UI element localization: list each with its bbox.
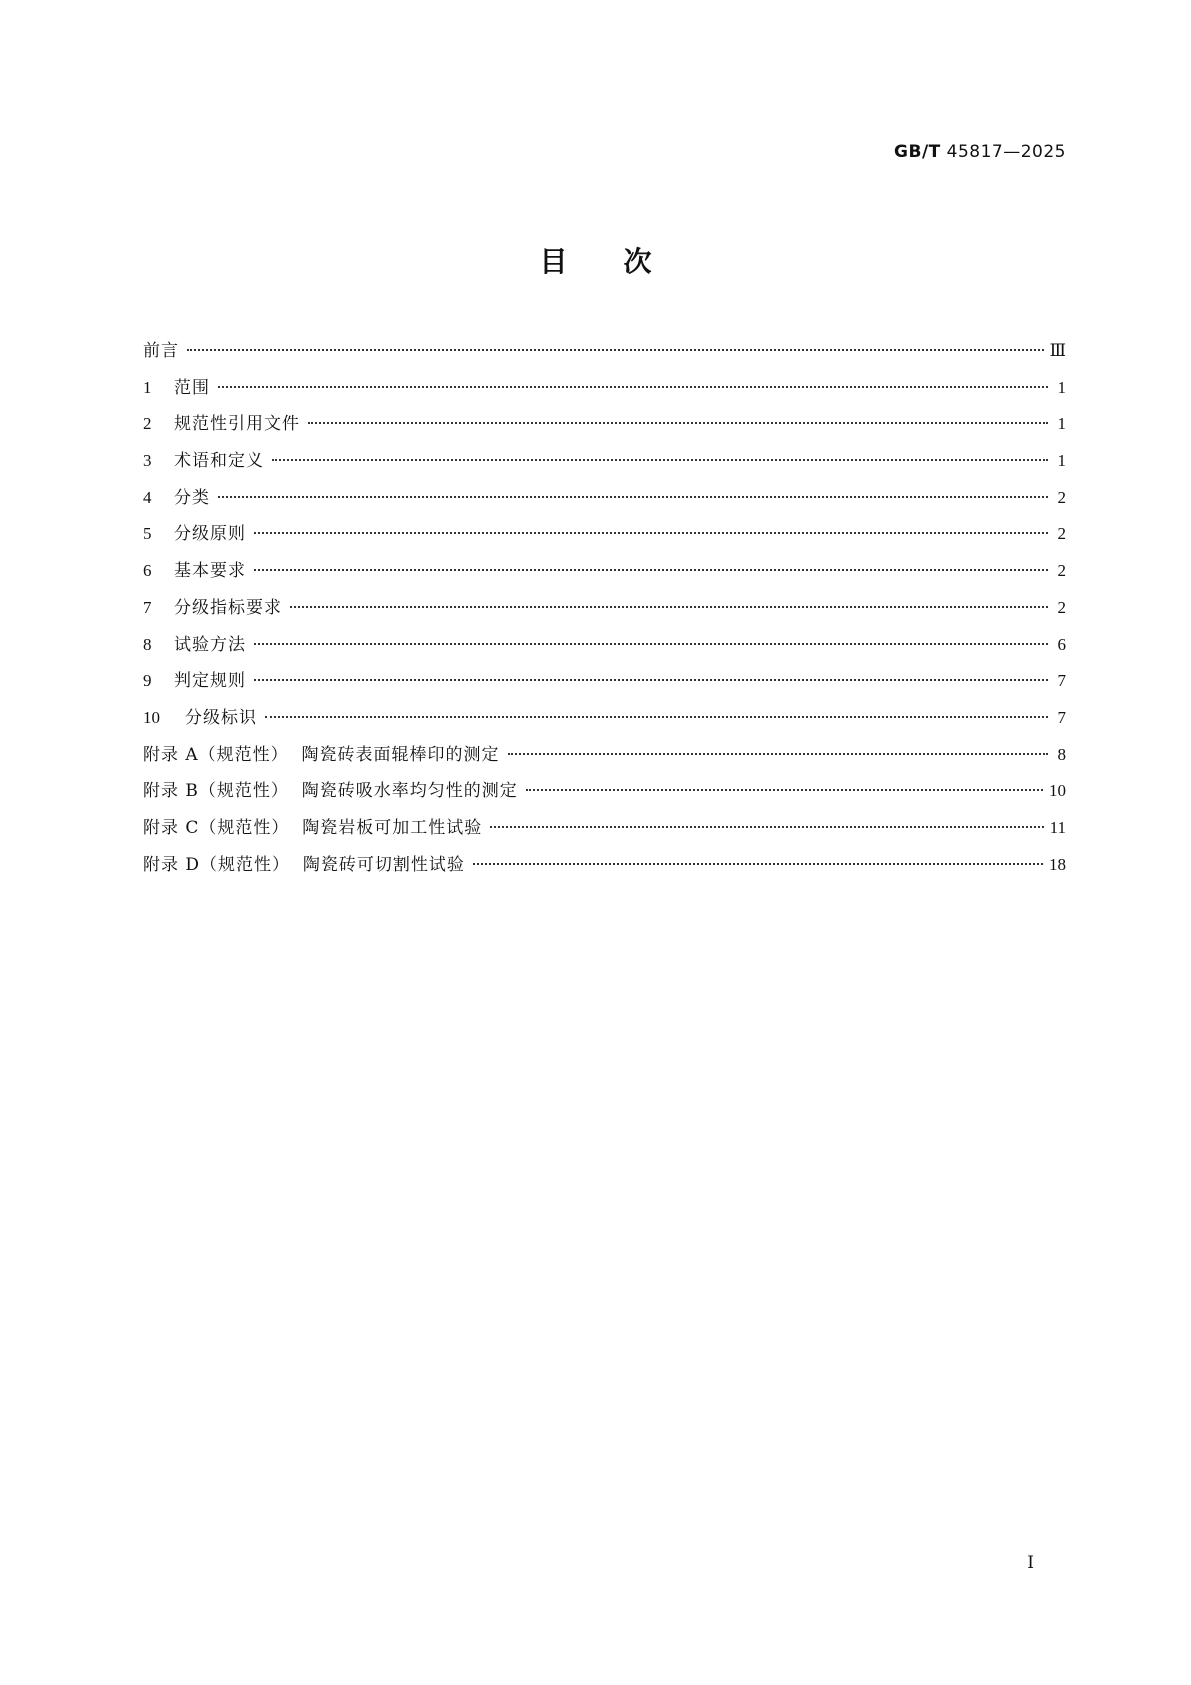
toc-entry-number: 10 xyxy=(143,707,160,727)
toc-entry-title: 分类 xyxy=(174,487,210,508)
toc-page-ref: 2 xyxy=(1057,487,1066,507)
toc-entry-title: 附录 D（规范性） 陶瓷砖可切割性试验 xyxy=(143,854,465,875)
toc-entry-title: 附录 C（规范性） 陶瓷岩板可加工性试验 xyxy=(143,817,483,838)
toc-entry-number: 2 xyxy=(143,414,152,434)
toc-entry-3[interactable] xyxy=(143,450,1066,487)
toc-entry-title: 附录 A（规范性） 陶瓷砖表面辊棒印的测定 xyxy=(143,744,500,765)
toc-page-ref: 6 xyxy=(1057,634,1066,654)
toc-page-ref: 18 xyxy=(1049,854,1066,874)
toc-entry-number: 7 xyxy=(143,597,152,617)
toc-leader-dots xyxy=(490,826,1043,828)
toc-page-ref: 2 xyxy=(1057,524,1066,544)
toc-page-ref: 1 xyxy=(1057,414,1066,434)
toc-page-ref: 11 xyxy=(1049,817,1066,837)
toc-entry-4[interactable] xyxy=(143,487,1066,524)
toc-entry-9[interactable] xyxy=(143,670,1066,707)
toc-leader-dots xyxy=(508,753,1049,755)
toc-entry-annex-a[interactable] xyxy=(143,744,1066,781)
toc-leader-dots xyxy=(308,422,1048,424)
toc-entry-2[interactable] xyxy=(143,413,1066,450)
toc-leader-dots xyxy=(254,532,1048,534)
toc-page-ref: 7 xyxy=(1057,671,1066,691)
toc-entry-number: 9 xyxy=(143,671,152,691)
toc-entry-title: 分级原则 xyxy=(174,524,246,545)
toc-page-ref: 7 xyxy=(1057,707,1066,727)
toc-page-ref: 2 xyxy=(1057,561,1066,581)
toc-leader-dots xyxy=(254,569,1048,571)
standard-prefix: GB/T xyxy=(894,142,941,162)
toc-entry-title: 规范性引用文件 xyxy=(174,414,300,435)
toc-entry-number: 3 xyxy=(143,451,152,471)
toc-entry-annex-b[interactable] xyxy=(143,780,1066,817)
toc-entry-number: 6 xyxy=(143,561,152,581)
page-number: Ⅰ xyxy=(1027,1553,1034,1572)
toc-leader-dots xyxy=(187,349,1044,351)
toc-page-ref: Ⅲ xyxy=(1049,341,1066,360)
toc-leader-dots xyxy=(473,863,1043,865)
toc-entry-annex-c[interactable] xyxy=(143,817,1066,854)
toc-leader-dots xyxy=(272,459,1048,461)
toc-entry-annex-d[interactable] xyxy=(143,854,1066,891)
toc-entry-number: 8 xyxy=(143,634,152,654)
toc-entry-6[interactable] xyxy=(143,560,1066,597)
toc-entry-title: 试验方法 xyxy=(174,634,246,655)
toc-page-ref: 8 xyxy=(1057,744,1066,764)
toc-entry-title: 范围 xyxy=(174,377,210,398)
toc-entry-title: 判定规则 xyxy=(174,671,246,692)
toc-entry-title: 附录 B（规范性） 陶瓷砖吸水率均匀性的测定 xyxy=(143,781,518,802)
toc-entry-number: 1 xyxy=(143,377,152,397)
toc-page-ref: 2 xyxy=(1057,597,1066,617)
toc-leader-dots xyxy=(254,643,1048,645)
toc-entry-8[interactable] xyxy=(143,634,1066,671)
toc-leader-dots xyxy=(290,606,1048,608)
toc-page-ref: 10 xyxy=(1049,781,1066,801)
toc-page-ref: 1 xyxy=(1057,377,1066,397)
toc-entry-title: 分级标识 xyxy=(185,707,257,728)
toc-title: 目次 xyxy=(539,245,708,278)
toc-entry-10[interactable] xyxy=(143,707,1066,744)
toc-entry-title: 基本要求 xyxy=(174,561,246,582)
toc-entry-1[interactable] xyxy=(143,377,1066,414)
toc-leader-dots xyxy=(265,716,1048,718)
standard-code: 45817—2025 xyxy=(946,142,1066,162)
toc-entry-7[interactable] xyxy=(143,597,1066,634)
toc-entry-5[interactable] xyxy=(143,523,1066,560)
toc-page-ref: 1 xyxy=(1057,451,1066,471)
toc-entry-title: 分级指标要求 xyxy=(174,597,282,618)
toc-entry-foreword[interactable] xyxy=(143,340,1066,377)
toc-leader-dots xyxy=(218,496,1048,498)
toc-leader-dots xyxy=(218,386,1048,388)
toc-leader-dots xyxy=(526,789,1043,791)
toc-entry-title: 术语和定义 xyxy=(174,451,264,472)
toc-entry-number: 5 xyxy=(143,524,152,544)
toc-entry-title: 前言 xyxy=(143,341,179,361)
toc-entry-number: 4 xyxy=(143,487,152,507)
toc-leader-dots xyxy=(254,679,1048,681)
toc-list xyxy=(143,340,1066,890)
standard-number xyxy=(894,142,1066,162)
